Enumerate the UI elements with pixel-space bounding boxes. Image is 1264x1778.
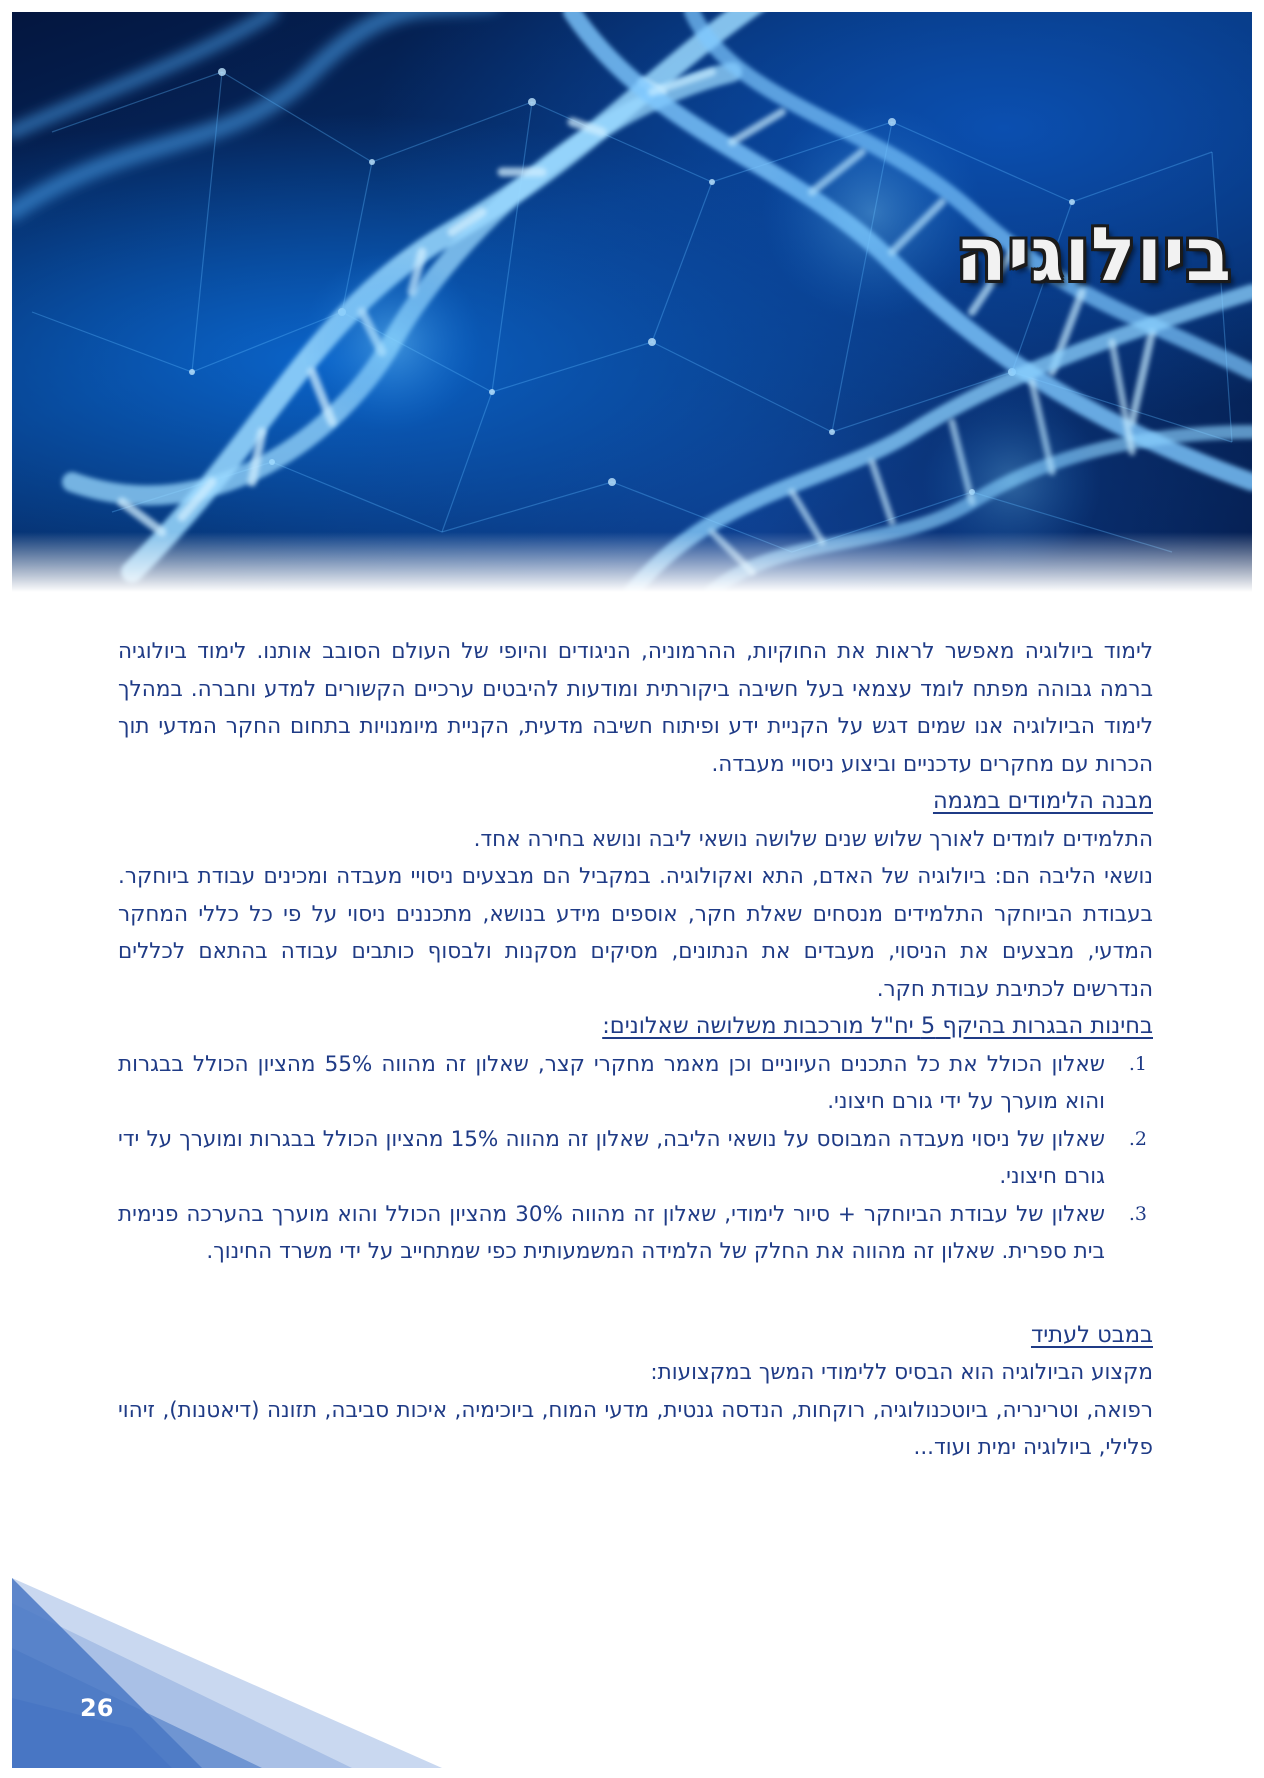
list-item-number: 1. (1128, 1052, 1147, 1075)
intro-paragraph: לימוד ביולוגיה מאפשר לראות את החוקיות, ההרמוניה, הניגודים והיופי של העולם הסובב אותנו. לימוד ביולוגיה ברמה גבוהה מפתח לומד עצמאי בעל חשיבה ביקורתית ומודעות להיבטים ערכיים הקשורים למדע וחברה. במהלך לימוד הביולוגיה אנו שמים דגש על הקניית ידע ופיתוח חשיבה מדעית, הקניית מיומנויות בתחום החקר המדעי תוך הכרות עם מחקרים עדכניים וביצוע ניסויי מעבדה. (118, 639, 1153, 777)
future-paragraph-2: רפואה, וטרינריה, ביוטכנולוגיה, רוקחות, הנדסה גנטית, מדעי המוח, ביוכימיה, איכות סביבה, תזונה (דיאטנות), זיהוי פלילי, ביולוגיה ימית ועוד... (118, 1397, 1153, 1460)
future-heading: במבט לעתיד (1030, 1321, 1153, 1348)
list-item (118, 1196, 1153, 1271)
page-title: ביולוגיה (955, 212, 1232, 298)
structure-paragraph-2: נושאי הליבה הם: ביולוגיה של האדם, התא ואקולוגיה. במקביל הם מבצעים ניסויי מעבדה ומכינים עבודת ביוחקר. בעבודת הביוחקר התלמידים מנסחים שאלת חקר, אוספים מידע בנושא, מתכננים ניסוי על פי כל כללי המחקר המדעי, מבצעים את הניסוי, מעבדים את הנתונים, מסיקים מסקנות ולבסוף כותבים עבודה בהתאם לכללים הנדרשים לכתיבת עבודת חקר. (118, 864, 1153, 1002)
list-item-text: שאלון של ניסוי מעבדה המבוסס על נושאי הליבה, שאלון זה מהווה 15% מהציון הכולל בבגרות ומוערך על ידי גורם חיצוני. (118, 1126, 1105, 1189)
list-item-text: שאלון של עבודת הביוחקר + סיור לימודי, שאלון זה מהווה 30% מהציון הכולל והוא מוערך בהערכה פנימית בית ספרית. שאלון זה מהווה את החלק של הלמידה המשמעותית כפי שמתחייב על ידי משרד החינוך. (118, 1201, 1105, 1264)
structure-paragraph-1: התלמידים לומדים לאורך שלוש שנים שלושה נושאי ליבה ונושא בחירה אחד. (473, 826, 1153, 852)
list-item (118, 1121, 1153, 1196)
list-item (118, 1046, 1153, 1121)
exams-heading: בחינות הבגרות בהיקף 5 יח"ל מורכבות משלושה שאלונים: (602, 1013, 1153, 1039)
structure-heading: מבנה הלימודים במגמה (932, 788, 1153, 814)
corner-decoration (12, 1578, 442, 1768)
list-item-number: 3. (1128, 1202, 1147, 1225)
page-number: 26 (80, 1694, 114, 1722)
dna-illustration (12, 12, 1252, 592)
list-item-text: שאלון הכולל את כל התכנים העיוניים וכן מאמר מחקרי קצר, שאלון זה מהווה 55% מהציון הכולל בבגרות והוא מוערך על ידי גורם חיצוני. (118, 1051, 1105, 1114)
future-paragraph-1: מקצוע הביולוגיה הוא הבסיס ללימודי המשך במקצועות: (650, 1360, 1153, 1385)
main-content (118, 633, 1153, 1467)
exams-list (118, 1046, 1153, 1271)
header-dna-image (12, 12, 1252, 592)
section-spacer (118, 1271, 1153, 1317)
header-bottom-fade (12, 532, 1252, 592)
list-item-number: 2. (1128, 1127, 1147, 1150)
